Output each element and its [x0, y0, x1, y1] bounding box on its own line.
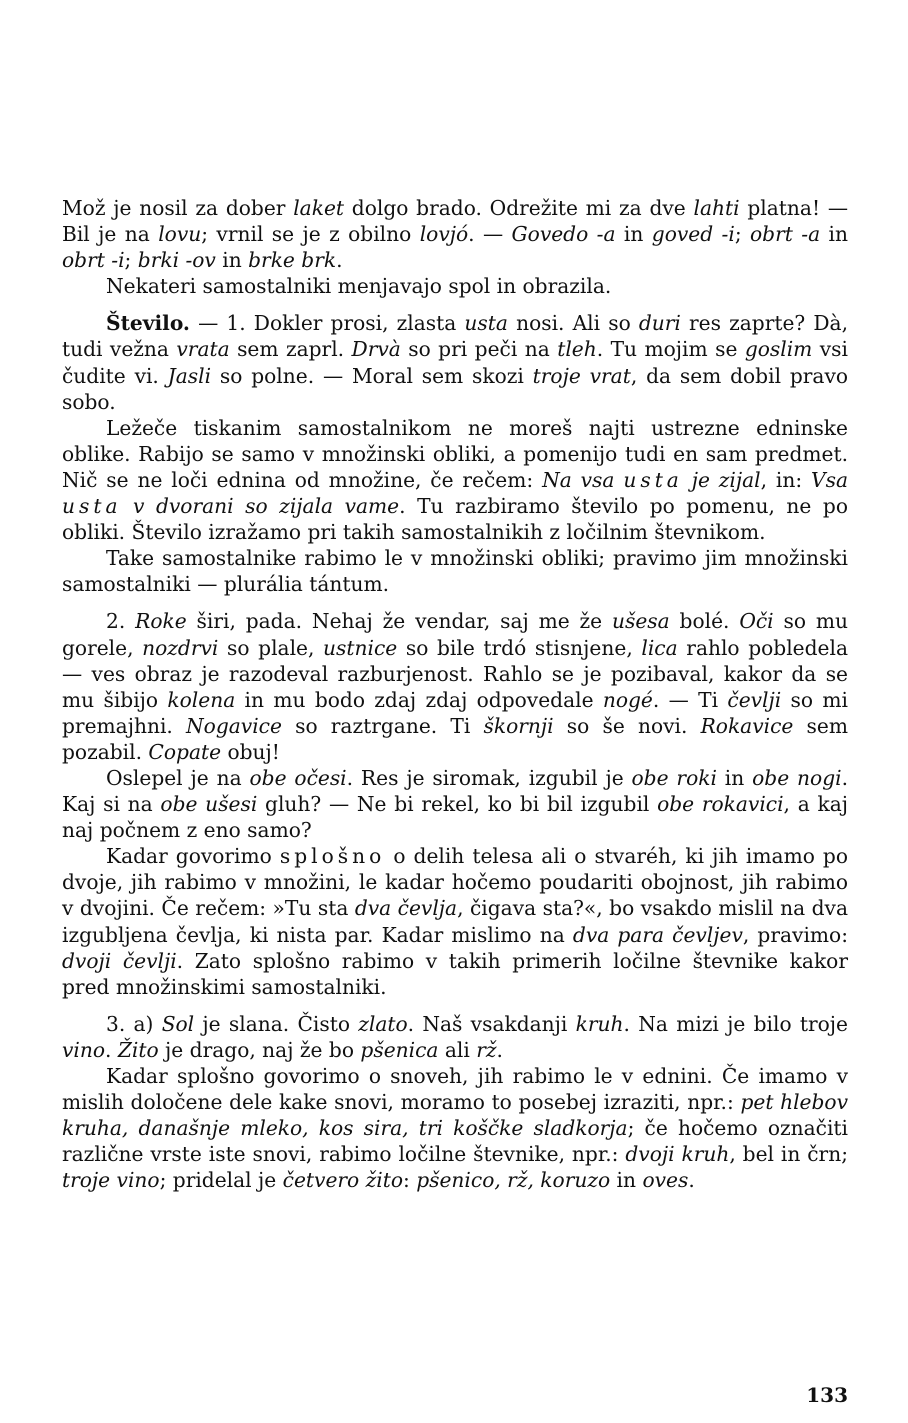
paragraph: Oslepel je na obe očesi. Res je siromak, izgubil je obe roki in obe nogi. Kaj si na obe ušesi gluh? — Ne bi rekel, ko bi bil izgubil obe rokavici, a kaj naj počnem z eno samo?	[62, 765, 849, 843]
paragraph: Kadar govorimo splošno o delih telesa ali o stvaréh, ki jih imamo po dvoje, jih rabimo v množini, le kadar hočemo poudariti obojnost, jih rabimo v dvojini. Če rečem: »Tu sta dva čevlja, čigava sta?«, bo vsakdo mislil na dva izgubljena čevlja, ki nista par. Kadar mislimo na dva para čevljev, pravimo: dvoji čevlji. Zato splošno rabimo v takih primerih ločilne števnike kakor pred množinskimi samostalniki.	[62, 844, 849, 999]
paragraph: Ležeče tiskanim samostalnikom ne moreš najti ustrezne edninske oblike. Rabijo se samo v množinski obliki, a pomenijo tudi en sam predmet. Nič se ne loči ednina od množine, če rečem: Na vsa usta je zijal, in: Vsa usta v dvorani so zijala vame. Tu razbiramo število po pomenu, ne po obliki. Število izražamo pri takih samostalnikih z ločilnim števnikom.	[62, 415, 849, 545]
paragraph: Mož je nosil za dober laket dolgo brado. Odrežite mi za dve lahti platna! — Bil je na lovu; vrnil se je z obilno lovjó. — Govedo -a in goved -i; obrt -a in obrt -i; brki -ov in brke brk.	[62, 196, 849, 273]
page-number: 133	[806, 1383, 848, 1407]
paragraph: Take samostalnike rabimo le v množinski obliki; pravimo jim množinski samostalniki — plurália tántum.	[62, 546, 848, 597]
paragraph: 2. Roke širi, pada. Nehaj že vendar, saj me že ušesa bolé. Oči so mu gorele, nozdrvi so plale, ustnice so bile trdó stisnjene, lica rahlo pobledela — ves obraz je razodeval razburjenost. Rahlo se je pozibaval, kakor da se mu šibijo kolena in mu bodo zdaj zdaj odpovedale nogé. — Ti čevlji so mi premajhni. Nogavice so raztrgane. Ti škornji so še novi. Rokavice sem pozabil. Copate obuj!	[62, 609, 849, 764]
paragraph: Kadar splošno govorimo o snoveh, jih rabimo le v ednini. Če imamo v mislih določene dele kake snovi, moramo to posebej izraziti, npr.: pet hlebov kruha, današnje mleko, kos sira, tri koščke sladkorja; če hočemo označiti različne vrste iste snovi, rabimo ločilne števnike, npr.: dvoji kruh, bel in črn; troje vino; pridelal je četvero žito: pšenico, rž, koruzo in oves.	[62, 1064, 848, 1193]
page-body	[62, 195, 848, 1193]
paragraph: Število. — 1. Dokler prosi, zlasta usta nosi. Ali so duri res zaprte? Dà, tudi vežna vrata sem zaprl. Drvà so pri peči na tleh. Tu mojim se goslim vsi čudite vi. Jasli so polne. — Moral sem skozi troje vrat, da sem dobil pravo sobo.	[62, 311, 849, 414]
paragraph: Nekateri samostalniki menjavajo spol in obrazila.	[106, 274, 612, 299]
paragraph: 3. a) Sol je slana. Čisto zlato. Naš vsakdanji kruh. Na mizi je bilo troje vino. Žito je drago, naj že bo pšenica ali rž.	[62, 1011, 848, 1062]
